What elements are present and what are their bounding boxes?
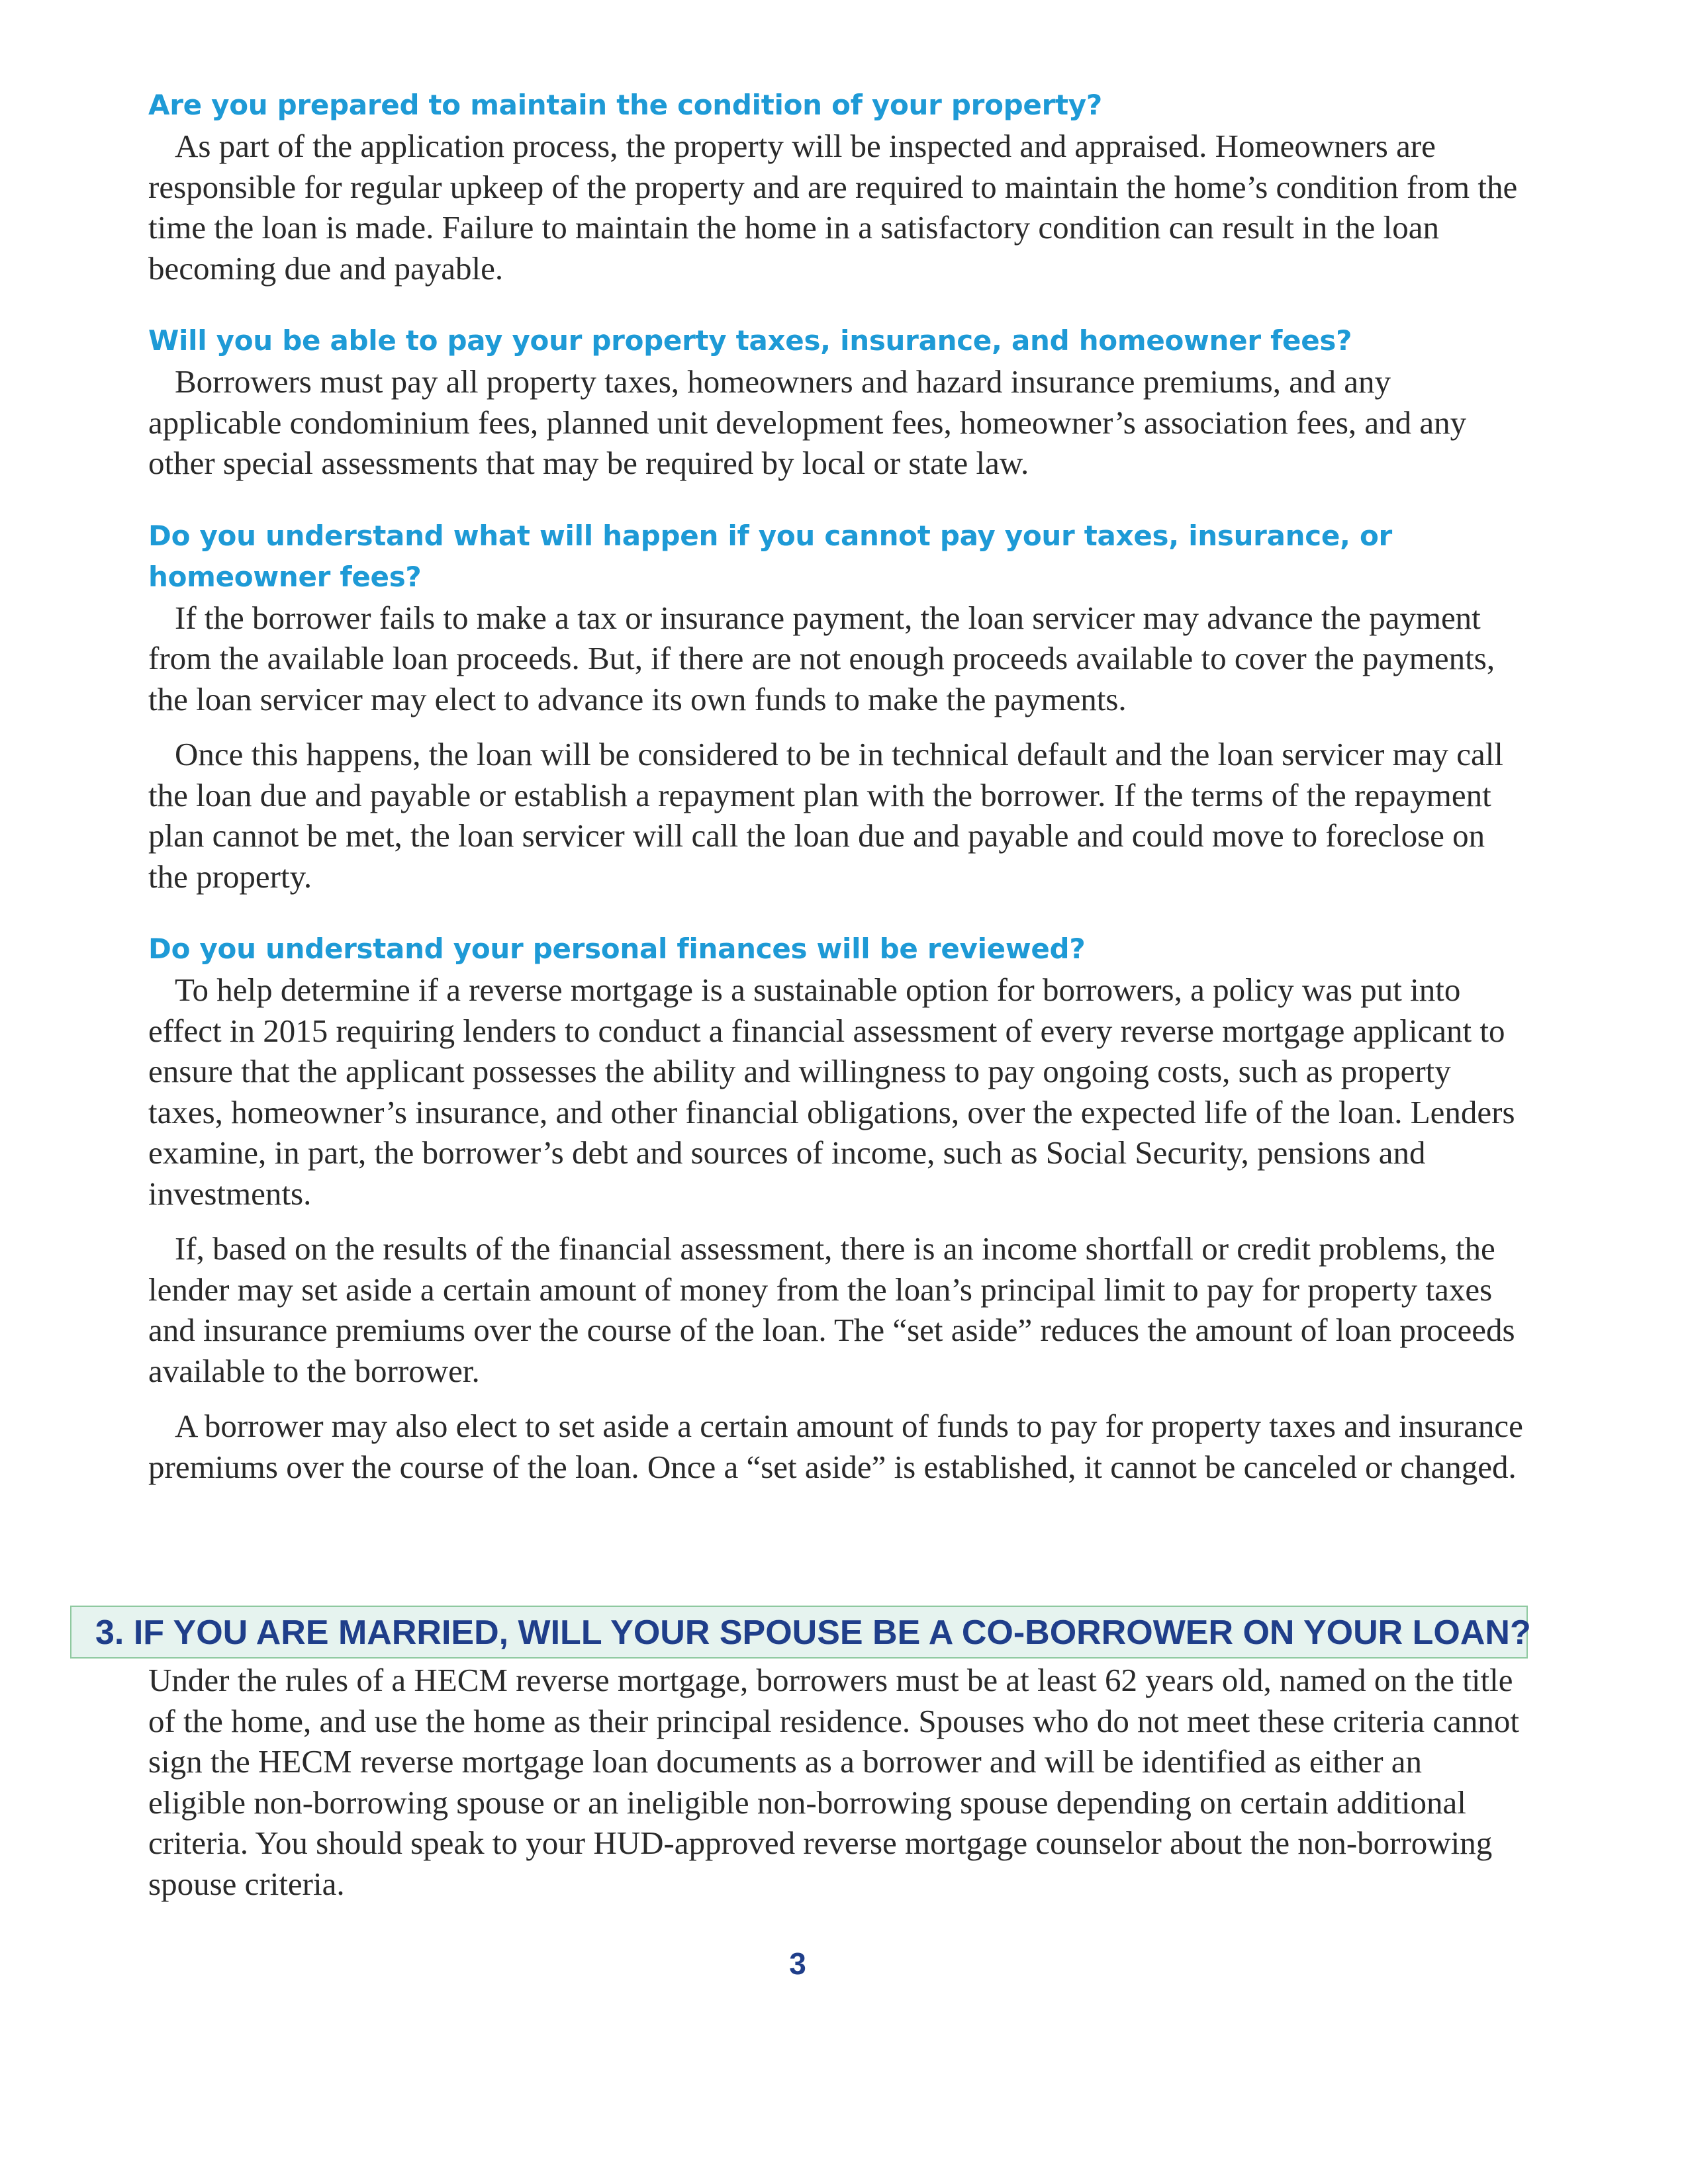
question-maintain-property [148,85,1525,289]
section-header-box [70,1606,1531,1659]
paragraph: Once this happens, the loan will be considered to be in technical default and the loan servicer may call the loan due and payable or establish a repayment plan with the borrower. If the terms of the repayment plan cannot be met, the loan servicer will call the loan due and payable and could move to foreclose on the property. [148,736,1503,895]
section-body [148,1660,1525,1904]
question-heading: Are you prepared to maintain the condition of your property? [148,89,1102,121]
question-pay-taxes [148,320,1525,484]
paragraph: Under the rules of a HECM reverse mortgage, borrowers must be at least 62 years old, named on the title of the home, and use the home as their principal residence. Spouses who do not meet these criteria cannot sign the HECM reverse mortgage loan documents as a borrower and will be identified as either an eligible non-borrowing spouse or an ineligible non-borrowing spouse depending on certain additional criteria. You should speak to your HUD-approved reverse mortgage counselor about the non-borrowing spouse criteria. [148,1662,1519,1902]
question-cannot-pay [148,516,1525,897]
paragraph: As part of the application process, the property will be inspected and appraised. Homeowners are responsible for regular upkeep of the property and are required to maintain the home’s condition from the time the loan is made. Failure to maintain the home in a satisfactory condition can result in the loan becoming due and payable. [148,128,1518,287]
question-heading: Do you understand your personal finances will be reviewed? [148,933,1086,965]
page-number: 3 [789,1946,806,1981]
paragraph: Borrowers must pay all property taxes, homeowners and hazard insurance premiums, and any applicable condominium fees, planned unit development fees, homeowner’s association fees, and any other special assessments that may be required by local or state law. [148,363,1467,481]
question-heading: Will you be able to pay your property taxes, insurance, and homeowner fees? [148,324,1352,357]
paragraph: To help determine if a reverse mortgage is a sustainable option for borrowers, a policy was put into effect in 2015 requiring lenders to conduct a financial assessment of every reverse mortgage applicant to ensure that the applicant possesses the ability and willingness to pay ongoing costs, such as property taxes, homeowner’s insurance, and other financial obligations, over the expected life of the loan. Lenders examine, in part, the borrower’s debt and sources of income, such as Social Security, pensions and investments. [148,972,1515,1212]
question-finances-reviewed [148,929,1525,1487]
paragraph: If the borrower fails to make a tax or insurance payment, the loan servicer may advance the payment from the available loan proceeds. But, if there are not enough proceeds available to cover the payments, the loan servicer may elect to advance its own funds to make the payments. [148,599,1495,717]
main-content [148,85,1525,1487]
question-heading: Do you understand what will happen if you cannot pay your taxes, insurance, or homeowner fees? [148,519,1392,593]
paragraph: A borrower may also elect to set aside a certain amount of funds to pay for property taxes and insurance premiums over the course of the loan. Once a “set aside” is established, it cannot be canceled or changed. [148,1408,1523,1485]
paragraph: If, based on the results of the financial assessment, there is an income shortfall or credit problems, the lender may set aside a certain amount of money from the loan’s principal limit to pay for property taxes and insurance premiums over the course of the loan. The “set aside” reduces the amount of loan proceeds available to the borrower. [148,1230,1515,1389]
section-title: 3. IF YOU ARE MARRIED, WILL YOUR SPOUSE BE A CO-BORROWER ON YOUR LOAN? [95,1614,1531,1652]
